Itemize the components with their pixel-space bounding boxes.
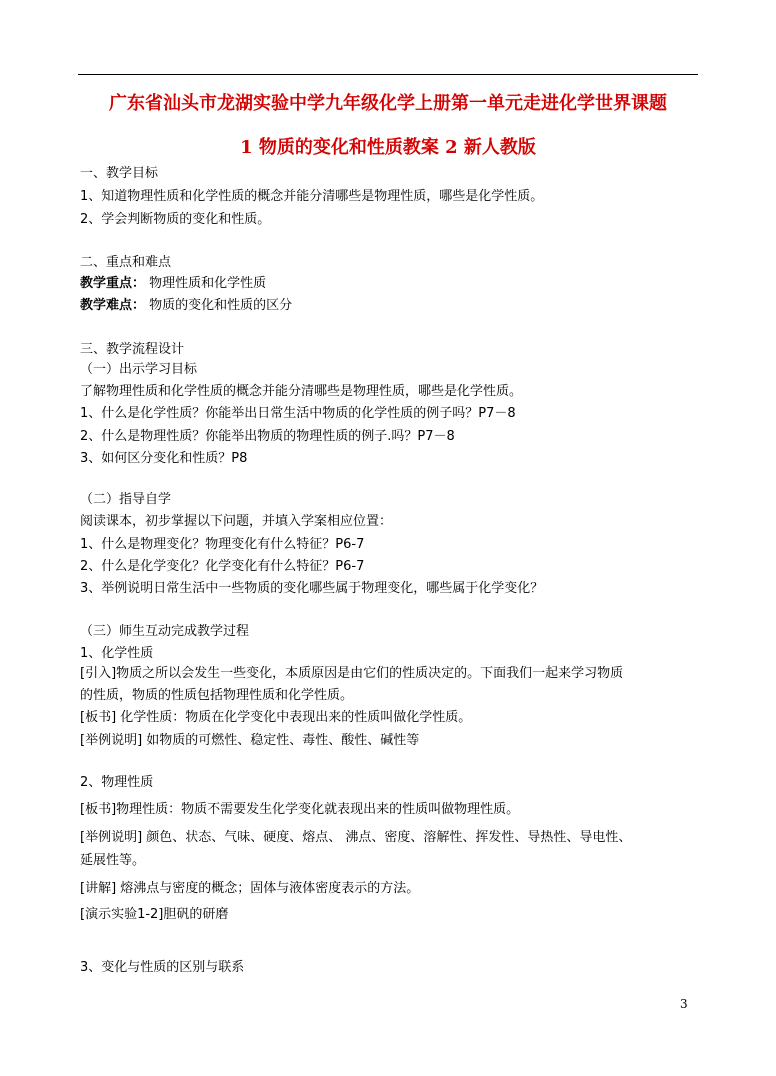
- focus-text: 物理性质和化学性质: [149, 276, 267, 291]
- part-2-question-2: 2、什么是化学变化？化学变化有什么特征？P6-7: [80, 559, 365, 574]
- focus-line: [80, 276, 266, 292]
- page-number: 3: [680, 997, 688, 1011]
- intro-paragraph-line-2: 的性质，物质的性质包括物理性质和化学性质。: [80, 688, 354, 703]
- change-vs-property-subheading: 3、变化与性质的区别与联系: [80, 960, 245, 975]
- section-3-heading: 三、教学流程设计: [80, 342, 185, 357]
- document-title-line-2: 1 物质的变化和性质教案 2 新人教版: [240, 137, 536, 158]
- part-2-intro: 阅读课本，初步掌握以下问题，并填入学案相应位置：: [80, 514, 393, 529]
- part-1-intro: 了解物理性质和化学性质的概念并能分清哪些是物理性质，哪些是化学性质。: [80, 384, 523, 399]
- difficulty-label: 教学难点：: [80, 298, 146, 313]
- part-2-heading: （二）指导自学: [80, 492, 172, 507]
- objective-1: 1、知道物理性质和化学性质的概念并能分清哪些是物理性质，哪些是化学性质。: [80, 189, 544, 204]
- part-1-question-1: 1、什么是化学性质？你能举出日常生活中物质的化学性质的例子吗？P7－8: [80, 406, 516, 421]
- part-2-question-3: 3、举例说明日常生活中一些物质的变化哪些属于物理变化，哪些属于化学变化？: [80, 581, 544, 596]
- example-chemical: [举例说明] 如物质的可燃性、稳定性、毒性、酸性、碱性等: [80, 733, 420, 748]
- part-1-heading: （一）出示学习目标: [80, 362, 198, 377]
- part-2-question-1: 1、什么是物理变化？物理变化有什么特征？P6-7: [80, 537, 365, 552]
- part-1-question-3: 3、如何区分变化和性质？P8: [80, 451, 248, 466]
- section-2-heading: 二、重点和难点: [80, 255, 172, 270]
- chemical-property-subheading: 1、化学性质: [80, 646, 154, 661]
- physical-property-subheading: 2、物理性质: [80, 775, 154, 790]
- document-title-line-1: 广东省汕头市龙湖实验中学九年级化学上册第一单元走进化学世界课题: [109, 93, 667, 114]
- example-physical-line-2: 延展性等。: [80, 853, 146, 868]
- intro-paragraph-line-1: [引入]物质之所以会发生一些变化，本质原因是由它们的性质决定的。下面我们一起来学习物质: [80, 666, 624, 681]
- objective-2: 2、学会判断物质的变化和性质。: [80, 212, 271, 227]
- section-1-heading: 一、教学目标: [80, 166, 159, 181]
- board-note-chemical: [板书] 化学性质：物质在化学变化中表现出来的性质叫做化学性质。: [80, 710, 472, 725]
- example-physical-line-1: [举例说明] 颜色、状态、气味、硬度、熔点、 沸点、密度、溶解性、挥发性、导热性、导电性、: [80, 830, 632, 845]
- demo-experiment-note: [演示实验1-2]胆矾的研磨: [80, 907, 229, 922]
- lecture-note: [讲解] 熔沸点与密度的概念；固体与液体密度表示的方法。: [80, 881, 420, 896]
- part-3-heading: （三）师生互动完成教学过程: [80, 624, 250, 639]
- difficulty-line: [80, 298, 292, 314]
- header-rule: [78, 74, 698, 75]
- part-1-question-2: 2、什么是物理性质？你能举出物质的物理性质的例子.吗？P7－8: [80, 429, 455, 444]
- focus-label: 教学重点：: [80, 276, 146, 291]
- difficulty-text: 物质的变化和性质的区分: [149, 298, 293, 313]
- board-note-physical: [板书]物理性质：物质不需要发生化学变化就表现出来的性质叫做物理性质。: [80, 802, 520, 817]
